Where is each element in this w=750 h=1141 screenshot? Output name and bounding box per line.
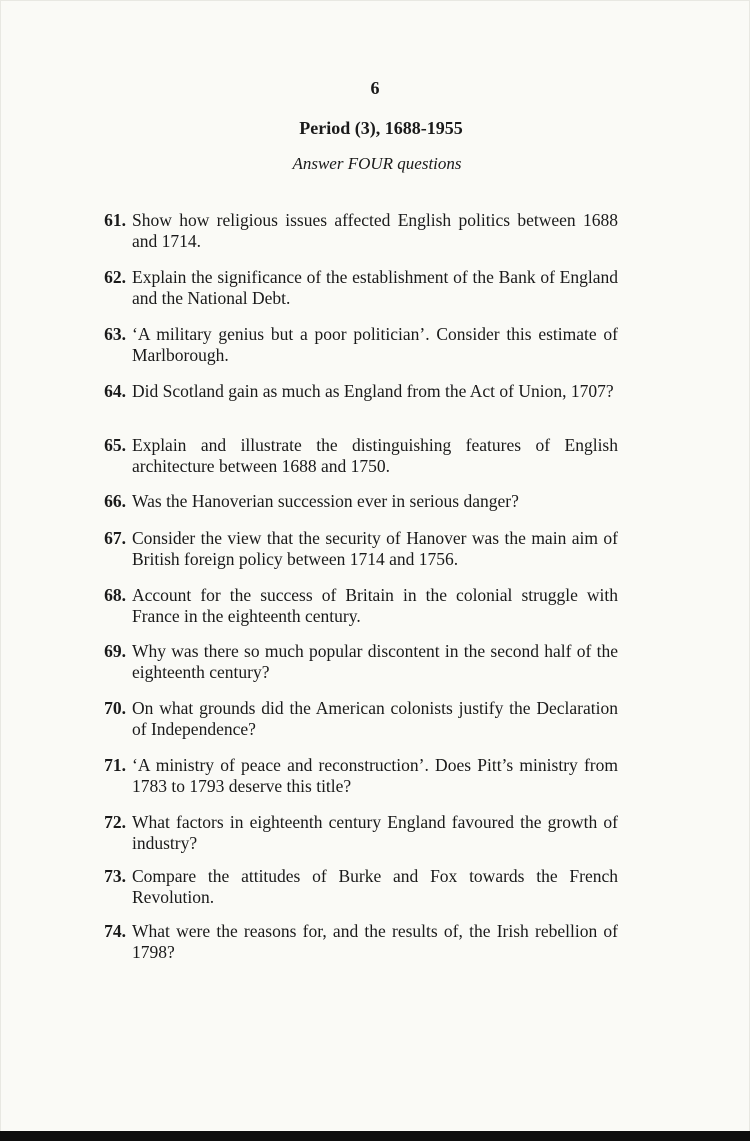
- page-number: 6: [370, 78, 380, 98]
- instructions: Answer FOUR questions: [292, 154, 462, 173]
- question-number: 74.: [104, 921, 126, 941]
- question-text: Explain and illustrate the distinguishing features of English architecture between 1688 and 1750.: [132, 435, 618, 476]
- question-text: Compare the attitudes of Burke and Fox towards the French Revolution.: [132, 866, 618, 907]
- question-number: 61.: [104, 210, 126, 230]
- question-item: [92, 491, 618, 512]
- question-number: 67.: [104, 528, 126, 548]
- question-item: [92, 324, 618, 366]
- question-number: 64.: [104, 381, 126, 401]
- question-text: ‘A military genius but a poor politician’. Consider this estimate of Marlborough.: [132, 324, 618, 365]
- question-text: Consider the view that the security of Hanover was the main aim of British foreign policy between 1714 and 1756.: [132, 528, 618, 569]
- question-item: [92, 866, 618, 908]
- question-number: 70.: [104, 698, 126, 718]
- period-title: Period (3), 1688-1955: [299, 118, 463, 138]
- question-number: 71.: [104, 755, 126, 775]
- question-text: Did Scotland gain as much as England from the Act of Union, 1707?: [132, 381, 614, 401]
- question-item: [92, 210, 618, 252]
- question-text: What factors in eighteenth century England favoured the growth of industry?: [132, 812, 618, 853]
- question-text: Explain the significance of the establishment of the Bank of England and the National Debt.: [132, 267, 618, 308]
- question-item: [92, 755, 618, 797]
- question-item: [92, 528, 618, 570]
- question-text: Show how religious issues affected English politics between 1688 and 1714.: [132, 210, 618, 251]
- question-item: [92, 641, 618, 683]
- question-text: What were the reasons for, and the results of, the Irish rebellion of 1798?: [132, 921, 618, 962]
- question-number: 62.: [104, 267, 126, 287]
- scan-edge: [0, 1131, 750, 1141]
- question-item: [92, 381, 618, 402]
- question-number: 68.: [104, 585, 126, 605]
- question-item: [92, 585, 618, 627]
- question-number: 72.: [104, 812, 126, 832]
- question-number: 63.: [104, 324, 126, 344]
- question-item: [92, 812, 618, 854]
- question-item: [92, 921, 618, 963]
- question-item: [92, 435, 618, 477]
- question-number: 69.: [104, 641, 126, 661]
- question-number: 66.: [104, 491, 126, 511]
- question-number: 65.: [104, 435, 126, 455]
- question-text: On what grounds did the American colonists justify the Declaration of Independence?: [132, 698, 618, 739]
- question-text: ‘A ministry of peace and reconstruction’. Does Pitt’s ministry from 1783 to 1793 deserve this title?: [132, 755, 618, 796]
- question-item: [92, 267, 618, 309]
- question-text: Account for the success of Britain in the colonial struggle with France in the eighteenth century.: [132, 585, 618, 626]
- question-text: Was the Hanoverian succession ever in serious danger?: [132, 491, 519, 511]
- question-item: [92, 698, 618, 740]
- question-number: 73.: [104, 866, 126, 886]
- question-text: Why was there so much popular discontent in the second half of the eighteenth century?: [132, 641, 618, 682]
